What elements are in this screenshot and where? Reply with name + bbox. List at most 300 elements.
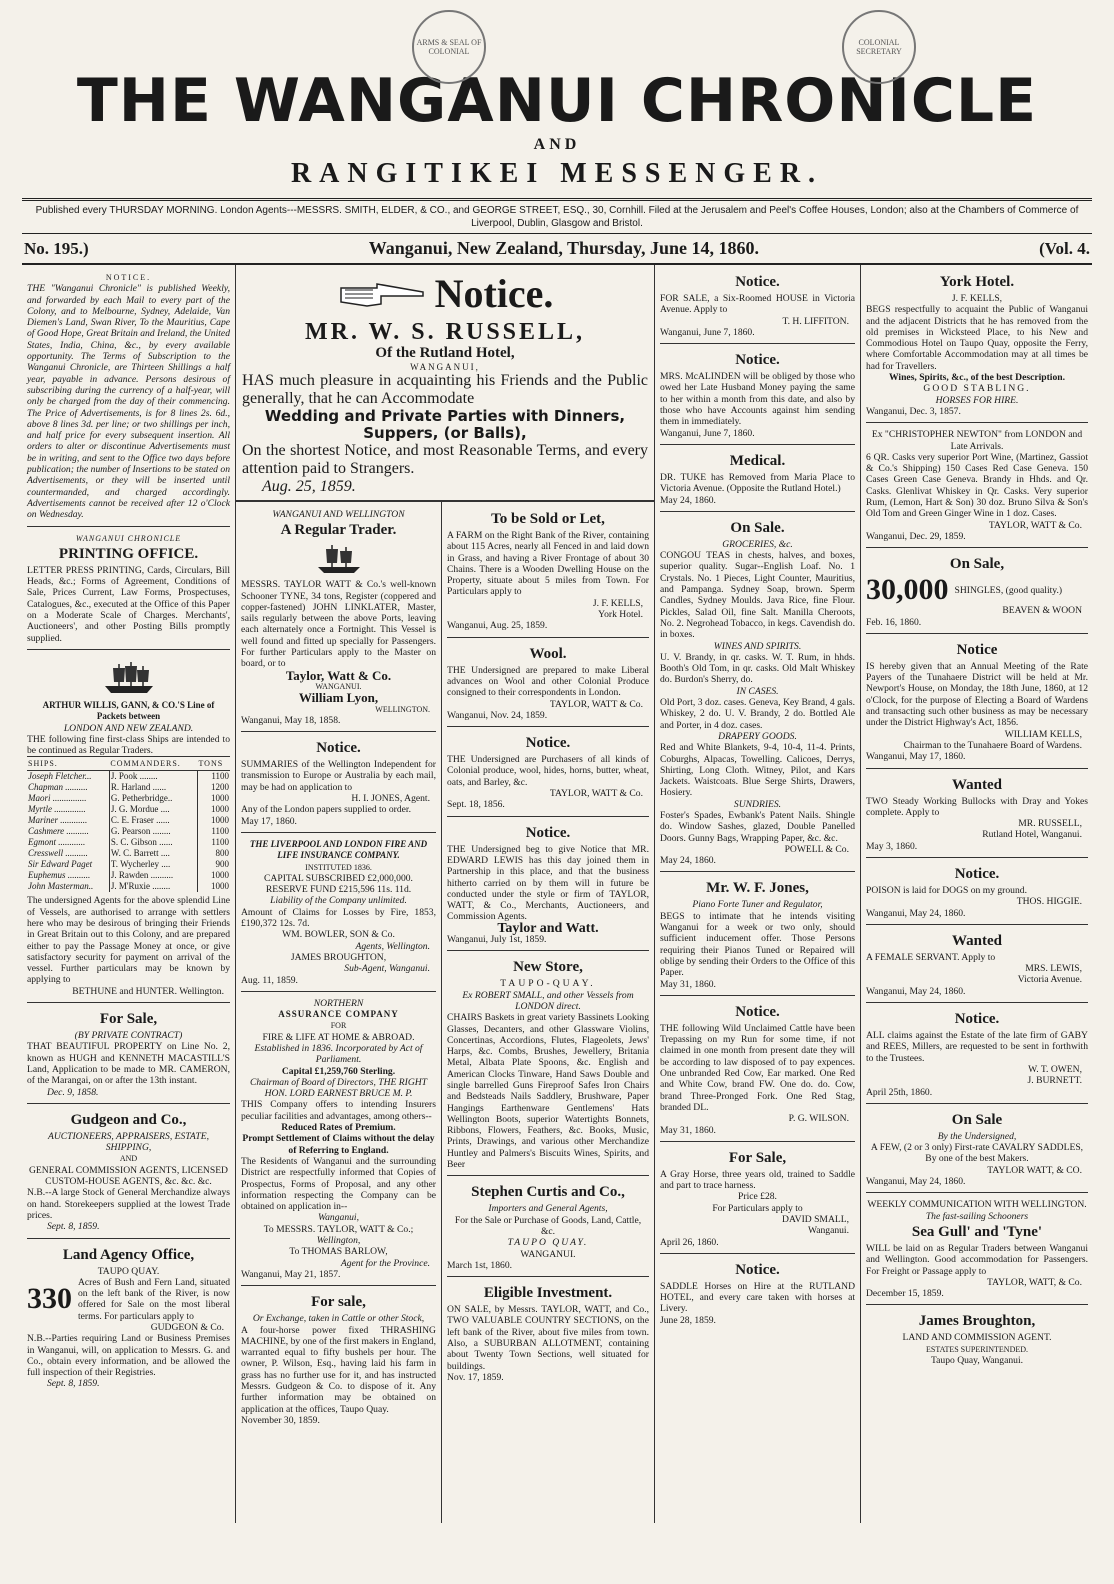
stephen-curtis-ad — [447, 1179, 649, 1277]
private-contract-body: THAT BEAUTIFUL PROPERTY on Line No. 2, known as HUGH and KENNETH MACASTILL'S Land, Application to be made to MR. CAMERON, of the Marangai, on or after the 13th instant. — [27, 1041, 230, 1087]
private-contract-ad — [27, 1006, 230, 1104]
column-5 — [861, 265, 1093, 1523]
land-agency-signature: GUDGEON & Co. — [150, 1322, 224, 1333]
commander-cell: G. Pearson ........ — [110, 826, 171, 837]
jb-sub: LAND AND COMMISSION AGENT. — [902, 1332, 1052, 1344]
purchasers-body: THE Undersigned are Purchasers of all kinds of Colonial produce, wool, hides, horns, butter, wheat, oats, and Barley, &c. — [447, 754, 649, 788]
packet-line-agents: The undersigned Agents for the above splendid Line of Vessels, are authorised to arrange with settlers here who may be desirous of bringing their Friends in Great Britain out to this Colony, and are prepared either to pay the Passage Money at once, or give satisfactory security for payment on arrival of the vessel. Further particulars may be known by applying to — [27, 895, 230, 986]
land-agency-sub: TAUPO QUAY. — [97, 1265, 160, 1277]
printing-office-ad — [27, 530, 230, 650]
gudgeon-and: AND — [119, 1154, 138, 1164]
os-groceries-heading: GROCERIES, &c. — [722, 538, 793, 550]
private-contract-heading: For Sale, — [99, 1011, 158, 1028]
wanted-body: TWO Steady Working Bullocks with Dray and Yokes complete. Apply to — [866, 795, 1088, 818]
nth-head2: ASSURANCE COMPANY — [278, 1009, 399, 1020]
column-3 — [442, 502, 654, 1523]
packet-line-route: LONDON AND NEW ZEALAND. — [63, 722, 194, 734]
ships-table-body — [27, 771, 230, 893]
weekly-body: WILL be laid on as Regular Traders between Wanganui and Wellington. Good accommodation for Passengers. For Freight or Passage apply to — [866, 1242, 1088, 1277]
jones-date: May 17, 1860. — [241, 815, 297, 827]
trader-sig2: William Lyon, — [298, 690, 379, 706]
column-1 — [22, 265, 236, 1523]
york-heading: York Hotel. — [939, 274, 1015, 290]
servant-body: A FEMALE SERVANT. Apply to — [866, 951, 996, 963]
tons-cell: 1000 — [197, 793, 230, 804]
eligible-investment-ad — [447, 1280, 649, 1388]
russell-name: MR. W. S. RUSSELL, — [304, 319, 586, 345]
volume-number: (Vol. 4. — [1039, 239, 1090, 258]
horse-signature2: Wanganui. — [807, 1225, 849, 1237]
horse-body: A Gray Horse, three years old, trained to Saddle and part to trace harness. — [660, 1168, 855, 1192]
os-sundries-heading: SUNDRIES. — [733, 798, 782, 810]
columns-2-3-lower — [236, 502, 654, 1523]
land-agency-nb: N.B.--Parties requiring Land or Business Premises in Wanganui, will, on application to Messrs. G. and Co., obtain every information, and be allowed the full inspection of their Registries. — [27, 1333, 230, 1379]
ins-liability: Liability of the Company unlimited. — [270, 895, 407, 907]
russell-hotel: Of the Rutland Hotel, — [375, 345, 515, 361]
trader-sig1b: WANGANUI. — [315, 681, 362, 691]
land-agency-number: 330 — [27, 1282, 72, 1316]
wf-body: BEGS to intimate that he intends visiting Wanganui for a week or two only, should sufficient inducement offer. Those Persons requiring their Pianos Tuned or Repaired will oblige by sending their Orders to the Office of this Paper. — [660, 910, 855, 979]
commander-cell: J. Rawden .......... — [110, 870, 174, 881]
newspaper-title: THE WANGANUI CHRONICLE — [76, 66, 1038, 136]
purchasers-heading: Notice. — [525, 735, 571, 752]
commander-cell: S. C. Gibson ...... — [110, 837, 173, 848]
cav-date: Wanganui, May 24, 1860. — [866, 1176, 966, 1188]
schooner-icon — [314, 543, 364, 575]
wanted-date: May 3, 1860. — [866, 840, 918, 852]
commander-cell: J. G. Mordue .... — [110, 804, 170, 815]
house-date: Wanganui, June 7, 1860. — [660, 326, 755, 338]
os-signature: POWELL & Co. — [784, 843, 849, 855]
tons-cell: 1100 — [197, 826, 230, 837]
store-ex: Ex ROBERT SMALL, and other Vessels from LONDON direct. — [462, 989, 634, 1012]
nth-est: Established in 1836. Incorporated by Act of Parliament. — [254, 1042, 423, 1066]
trader-sig1: Taylor, Watt & Co. — [285, 667, 392, 683]
saddle-heading: Notice. — [735, 1261, 780, 1278]
york-hotel-ad — [866, 269, 1088, 423]
farm-ad — [447, 506, 649, 638]
rate-signature2: Chairman to the Tunahaere Board of Wardens. — [903, 739, 1082, 751]
partnership-date: Wanganui, July 1st, 1859. — [447, 934, 547, 946]
commander-cell: G. Petherbridge.. — [110, 793, 173, 804]
tons-cell: 1200 — [197, 782, 230, 793]
trader-sig2b: WELLINGTON. — [375, 704, 430, 714]
ins-sig2b: Sub-Agent, Wanganui. — [344, 963, 430, 975]
columns-2-3 — [236, 265, 655, 1523]
nth-for: FOR — [330, 1021, 347, 1031]
column-4 — [655, 265, 861, 1523]
os-sundries-body: Foster's Spades, Ewbank's Patent Nails. Shingle do. Window Sashes, glazed, Double Panelled Doors. Gunny Bags, Wrapping Paper, &c. &c. — [660, 809, 855, 844]
nth-a2: Wellington, — [316, 1235, 361, 1247]
purchasers-signature: TAYLOR, WATT & Co. — [549, 788, 643, 800]
ship-name-cell: John Masterman.. — [27, 881, 109, 892]
cattle-body: THE following Wild Unclaimed Cattle have been Trepassing on my Run for some time, if not claimed in one month from present date they will be according to law disposed of to pay expences. One unbranded Red Cow, Ear marked. One Red and White Cow, brand FW. One do. do. Cow, brand Three-Pronged Fork. One Red Stag, branded DL. — [660, 1022, 855, 1113]
tons-cell: 1100 — [197, 837, 230, 848]
ins-instituted: INSTITUTED 1836. — [305, 862, 372, 872]
sc-date: March 1st, 1860. — [447, 1259, 513, 1271]
sc-body: For the Sale or Purchase of Goods, Land, Cattle, &c. — [454, 1214, 642, 1237]
russell-body2: On the shortest Notice, and most Reasonable Terms, and every attention paid to Strangers. — [242, 442, 648, 477]
gaby-rees-notice — [866, 1006, 1088, 1104]
nth-head: NORTHERN — [313, 997, 364, 1009]
nth-bold1: Reduced Rates of Premium. — [281, 1122, 396, 1134]
ships-table-row — [27, 815, 230, 826]
cattle-date: May 31, 1860. — [660, 1124, 716, 1136]
cav-sub: By the Undersigned, — [937, 1130, 1017, 1142]
commander-cell: R. Harland ...... — [110, 782, 167, 793]
partnership-notice — [447, 820, 649, 952]
os-heading: On Sale. — [730, 519, 785, 536]
farm-body: A FARM on the Right Bank of the River, containing about 115 Acres, nearly all Fenced in and laid down in Grass, and having a River Frontage of about 30 Chains. There is a Wooden Dwelling House on the Property, situate about 5 miles from Town. For Particulars apply to — [447, 530, 649, 598]
ships-table-row — [27, 793, 230, 804]
wanted-heading: Wanted — [951, 776, 1002, 793]
farm-heading: To be Sold or Let, — [491, 511, 605, 527]
poison-signature: THOS. HIGGIE. — [1016, 896, 1082, 908]
york-body: BEGS respectfully to acquaint the Public of Wanganui and the adjacent Districts that he has removed from the old premises in Wicksteed Place, to his New and Commodious Hotel on Taupo Quay, opposite the Ferry, where Comfortable Accommodation may at all times be had for Travellers. — [866, 304, 1088, 372]
land-agency-heading: Land Agency Office, — [62, 1246, 195, 1263]
gaby-heading: Notice. — [954, 1011, 1000, 1028]
york-hire: HORSES FOR HIRE. — [935, 394, 1019, 406]
nth-sub: FIRE & LIFE AT HOME & ABROAD. — [262, 1031, 415, 1043]
saddle-date: June 28, 1859. — [660, 1314, 716, 1326]
gudgeon-sub: AUCTIONEERS, APPRAISERS, ESTATE, SHIPPING, — [47, 1130, 210, 1154]
medical-date: May 24, 1860. — [660, 494, 716, 506]
gudgeon-body: N.B.--A large Stock of General Merchandize always on hand. Storekeepers supplied at the lowest Trade prices. — [27, 1187, 230, 1221]
servant-heading: Wanted — [951, 932, 1002, 949]
store-body: CHAIRS Baskets in great variety Bassinets Looking Glasses, Decanters, and other Glassware Violins, Concertinas, Accordions, Flutes, Flageolets, Jews' Harps, &c. Combs, Brushes, Jewellery, Britania Metal, Albata Plate Spoons, &c. English and American Clocks Tinware, Hand Saws Double and single barrelled Guns Fireproof Safes Iron Chairs and Bedsteads Nails Saddlery, Brushware, Paper Hangings Earthenware Gentlemens' Hats Wellington Boots, superior Watertights Bonnets, Ribbons, Flowers, Feathers, &c. Books, Music, Prints, Drawings, and various other Merchandize Huntley and Palmers's Biscuits Wines, Spirits, and Beer — [447, 1012, 649, 1171]
mcalinden-body: MRS. McALINDEN will be obliged by those who owed her Late Husband Money paying the same to her within a month from this date, and also by those who have Accounts against him sending them in immediately. — [660, 371, 855, 428]
rate-signature: WILLIAM KELLS, — [1004, 728, 1082, 740]
purchasers-notice — [447, 730, 649, 816]
wool-ad — [447, 641, 649, 727]
packet-line-heading: ARTHUR WILLIS, GANN, & CO.'S Line of Packets between — [42, 699, 215, 722]
land-agency-acres — [27, 1277, 230, 1322]
new-store-ad — [447, 954, 649, 1176]
shingles-body: SHINGLES, (good quality.) — [954, 584, 1063, 596]
farm-date: Wanganui, Aug. 25, 1859. — [447, 620, 548, 632]
terms-notice — [27, 269, 230, 527]
commander-cell: W. C. Barrett .... — [110, 848, 170, 859]
house-notice — [660, 269, 855, 344]
tons-col-header: TONS — [197, 757, 230, 771]
land-agency-date: Sept. 8, 1859. — [47, 1378, 100, 1390]
gaby-body: ALL claims against the Estate of the late firm of GABY and REES, Millers, are requested to be sent in forthwith to the Trustees. — [866, 1030, 1088, 1064]
ship-name-cell: Sir Edward Paget — [27, 859, 109, 870]
saddle-body: SADDLE Horses on Hire at the RUTLAND HOTEL, and every care taken with horses at Livery. — [660, 1280, 855, 1315]
shingles-number: 30,000 — [866, 573, 949, 607]
terms-body: THE "Wanganui Chronicle" is published Weekly, and forwarded by each Mail to every part of the Colony, and to Melbourne, Sydney, Adelaide, Van Diemen's Land, Swan River, To the Mauritius, Cape of Good Hope, Great Britain and Ireland, the United States, India, China, &c., by every available opportunity. The Terms of Subscription to the Wanganui Chronicle, are Thirteen Shillings a half year, payable in advance. Persons desirous of subscribing during the currency of a half-year, will only be charged from the day of their commencing. The Price of Advertisements, is for 8 lines 2s. 6d., above 8 lines 3d. per line; or two shillings per inch, and half price for every subsequent insertion. All orders to alter or discontinue Advertisements must be in writing, and sent to the Office two days before publication; the number of Insertions to be stated on Advertisements, or they will be inserted until countermanded, and charged accordingly. Advertisements cannot be received after 12 o'Clock on Wednesday. — [27, 283, 230, 521]
servant-date: Wanganui, May 24, 1860. — [866, 985, 966, 997]
colonial-seal-right-icon — [842, 10, 916, 84]
nth-a1: Wanganui, — [318, 1212, 359, 1224]
printing-sub: WANGANUI CHRONICLE — [75, 533, 182, 543]
saddle-horses-notice — [660, 1257, 855, 1331]
ship-name-cell: Cresswell .......... — [27, 848, 109, 859]
northern-assurance-ad — [241, 995, 436, 1286]
jones-signature: H. I. JONES, Agent. — [351, 793, 430, 805]
gudgeon-sub2: GENERAL COMMISSION AGENTS, LICENSED CUSTOM-HOUSE AGENTS, &c. &c. &c. — [29, 1164, 228, 1188]
york-name: J. F. KELLS, — [951, 293, 1003, 304]
os-wines-heading: WINES AND SPIRITS. — [713, 640, 802, 652]
trader-date: Wanganui, May 18, 1858. — [241, 714, 341, 726]
weekly-names: Sea Gull' and 'Tyne' — [911, 1223, 1043, 1240]
wf-date: May 31, 1860. — [660, 978, 716, 990]
rate-body: IS hereby given that an Annual Meeting of the Rate Payers of the Tunahaere District will be held at Mr. Newport's House, on Monday, the 18th June, 1860, at 12 o'Clock, for the purpose of Electing a Board of Wardens and transacting such other business as may be necessary under the District Highway's Act, 1856. — [866, 660, 1088, 729]
house-body: FOR SALE, a Six-Roomed HOUSE in Victoria Avenue. Apply to — [660, 293, 855, 316]
commander-cell: T. Wycherley .... — [110, 859, 171, 870]
ei-date: Nov. 17, 1859. — [447, 1371, 504, 1383]
cattle-heading: Notice. — [735, 1003, 780, 1020]
horse-signature: DAVID SMALL, — [782, 1214, 849, 1225]
russell-highlight: Wedding and Private Parties with Dinners, Suppers, (or Balls), — [264, 407, 626, 442]
publication-line: Published every THURSDAY MORNING. London Agents---MESSRS. SMITH, ELDER, & CO., and GEORGE STREET, ESQ., 30, Cornhill. Filed at the Jerusalem and Peel's Coffee Houses, London; also at the Chambers of Commerce of Liverpool, Dublin, Glasgow and Bristol. — [22, 198, 1092, 234]
nth-body: THIS Company offers to intending Insurers peculiar facilities and advantages, among others-- — [241, 1099, 436, 1122]
ship-name-cell: Joseph Fletcher... — [27, 771, 109, 783]
ei-body: ON SALE, by Messrs. TAYLOR, WATT, and Co., TWO VALUABLE COUNTRY SECTIONS, on the left bank of the River, about five miles from town. Also, a SUBURBAN ALLOTMENT, containing about Twenty Town Sections, well situated for buildings. — [447, 1304, 649, 1372]
horse-apply: For Particulars apply to — [712, 1202, 803, 1214]
poison-notice — [866, 861, 1088, 925]
wool-body: THE Undersigned are prepared to make Liberal advances on Wool and other Colonial Produce consigned to their correspondents in London. — [447, 664, 649, 699]
printing-heading: PRINTING OFFICE. — [58, 545, 199, 562]
jones-body: SUMMARIES of the Wellington Independent for transmission to Europe or Australia by each mail, may be had on application to — [241, 759, 436, 793]
seal-right-text: COLONIAL SECRETARY — [856, 38, 902, 56]
os-cases-body: Old Port, 3 doz. cases. Geneva, Key Brand, 4 gals. Whiskey, 2 do. U. V. Brandy, 2 do. Bottled Ale and Porter, in 4 doz. cases. — [660, 697, 855, 731]
fs-heading: For sale, — [311, 1294, 366, 1311]
ins-reserve: RESERVE FUND £215,596 11s. 11d. — [265, 884, 412, 896]
partnership-signature: Taylor and Watt. — [497, 920, 599, 936]
russell-notice-word: Notice. — [434, 271, 554, 316]
ei-heading: Eligible Investment. — [483, 1285, 613, 1302]
house-heading: Notice. — [735, 274, 780, 290]
tons-cell: 1000 — [197, 870, 230, 881]
farm-signature2: York Hotel. — [598, 609, 643, 621]
ins-claims: Amount of Claims for Losses by Fire, 1853, £190,372 12s. 7d. — [241, 906, 436, 930]
sc-place: TAUPO QUAY. — [507, 1237, 589, 1249]
gray-horse-ad — [660, 1145, 855, 1254]
poison-heading: Notice. — [954, 865, 1000, 882]
ship-name-cell: Egmont ............ — [27, 837, 109, 848]
ships-col-header: SHIPS. — [27, 757, 109, 771]
partnership-body: THE Undersigned beg to give Notice that MR. EDWARD LEWIS has this day joined them in Partnership in this place, and that the business hitherto carried on by them will in future be conducted under the style or firm of TAYLOR, WATT, & Co., Merchants, Auctioneers, and Commission Agents. — [447, 843, 649, 923]
york-stabling: GOOD STABLING. — [923, 383, 1031, 395]
rate-date: Wanganui, May 17, 1860. — [866, 751, 966, 763]
christopher-newton-ad — [866, 426, 1088, 548]
powell-on-sale-ad — [660, 515, 855, 873]
piano-tuner-ad — [660, 875, 855, 995]
ships-table-row — [27, 848, 230, 859]
private-contract-date: Dec. 9, 1858. — [47, 1086, 99, 1098]
column-2 — [236, 502, 442, 1523]
ships-table-row — [27, 771, 230, 783]
ships-table-row — [27, 826, 230, 837]
jones-heading: Notice. — [316, 740, 361, 757]
ship-name-cell: Myrtle .............. — [27, 804, 109, 815]
ships-table-row — [27, 804, 230, 815]
ships-table — [27, 756, 230, 892]
ships-table-row — [27, 782, 230, 793]
nth-a2b: To THOMAS BARLOW, — [289, 1246, 388, 1258]
cn-date: Wanganui, Dec. 29, 1859. — [866, 530, 966, 542]
cav-body: A FEW, (2 or 3 only) First-rate CAVALRY SADDLES, By one of the best Makers. — [870, 1142, 1084, 1165]
russell-body: HAS much pleasure in acquainting his Friends and the Public generally, that he can Accommodate — [242, 372, 648, 407]
gudgeon-ad — [27, 1107, 230, 1239]
trader-heading: A Regular Trader. — [280, 522, 397, 539]
rate-heading: Notice — [956, 641, 998, 658]
os-drapery-heading: DRAPERY GOODS. — [718, 730, 797, 742]
issue-date: Wanganui, New Zealand, Thursday, June 14, 1860. — [368, 238, 760, 258]
ship-name-cell: Cashmere .......... — [27, 826, 109, 837]
jones-notice — [241, 735, 436, 833]
servant-wanted-ad — [866, 928, 1088, 1003]
trader-body: MESSRS. TAYLOR WATT & Co.'s well-known Schooner TYNE, 34 tons, Register (coppered and copper-fastened) JOHN LINKLATER, Master, sails regularly between the above Ports, leaving each alternately once a Fortnight. This Vessel is well found and fitted up specially for Passengers. For further Particulars apply to the Master on board, or to — [241, 579, 436, 670]
weekly-sub: The fast-sailing Schooners — [925, 1210, 1029, 1222]
thrashing-machine-ad — [241, 1289, 436, 1431]
sc-place2: WANGANUI. — [520, 1248, 576, 1260]
os-groceries-body: CONGOU TEAS in chests, halves, and boxes, superior quality. Sugar--English Loaf. No. 1 Crystals. No. 1 Pieces, Light Counter, Mauritius, and Pampanga. Sydney Soap, brown. Sperm Candles, Sydney Moulds. Java Rice, fine Flour. Pickles, Salad Oil, fine Salt. Manilla Cheroots, No. 2. Negrohead Tobacco, in kegs. Cavendish do. in boxes. — [660, 550, 855, 641]
commander-cell: C. E. Fraser ...... — [110, 815, 170, 826]
cavalry-saddles-ad — [866, 1107, 1088, 1193]
masthead — [22, 38, 1092, 265]
newspaper-subtitle: RANGITIKEI MESSENGER. — [290, 158, 824, 189]
newspaper-page — [22, 8, 1092, 1578]
ships-table-header — [27, 757, 230, 771]
ins-heading: THE LIVERPOOL AND LONDON FIRE AND LIFE INSURANCE COMPANY. — [249, 838, 428, 861]
jb-place: Taupo Quay, Wanganui. — [930, 1355, 1024, 1366]
os-cases-heading: IN CASES. — [736, 685, 779, 697]
horse-price: Price £28. — [738, 1191, 777, 1203]
commanders-col-header: COMMANDERS. — [109, 757, 197, 771]
cav-heading: On Sale — [951, 1111, 1003, 1128]
shingles-signature: BEAVEN & WOON — [1002, 605, 1082, 617]
gudgeon-heading: Gudgeon and Co., — [70, 1111, 187, 1128]
wanted-signature2: Rutland Hotel, Wanganui. — [982, 829, 1082, 841]
jb-heading: James Broughton, — [918, 1313, 1036, 1330]
wool-date: Wanganui, Nov. 24, 1859. — [447, 709, 548, 721]
pointing-hand-icon — [337, 278, 427, 310]
mcalinden-notice — [660, 347, 855, 445]
printing-body: LETTER PRESS PRINTING, Cards, Circulars, Bill Heads, &c.; Forms of Agreement, Conditions of Sale, Prices Current, Law Forms, Prospectuses, Catalogues, &c., executed at the Office of this Paper on a Moderate Scale of Charges. Merchants', Auctioneers', and other Posting Bills promptly supplied. — [27, 564, 230, 644]
seal-left-text: ARMS & SEAL OF COLONIAL — [416, 38, 482, 56]
land-agency-body: Acres of Bush and Fern Land, situated on the left bank of the River, is now offered for Sale on the most liberal terms. For particulars apply to — [78, 1276, 230, 1322]
purchasers-date: Sept. 18, 1856. — [447, 799, 505, 811]
os-wines-body: U. V. Brandy, in qr. casks. W. T. Rum, in hhds. Booth's Old Tom, in qr. casks. Old Malt Whiskey do. Burdon's Sherry, do. — [660, 651, 855, 686]
russell-notice-banner — [242, 273, 648, 315]
terms-heading: NOTICE. — [105, 273, 152, 282]
horse-heading: For Sale, — [728, 1149, 787, 1166]
ships-table-row — [27, 837, 230, 848]
jb-sub2: ESTATES SUPERINTENDED. — [925, 1344, 1029, 1354]
store-heading: New Store, — [513, 959, 583, 976]
fs-sub: Or Exchange, taken in Cattle or other Stock, — [252, 1313, 425, 1325]
wanted-signature: MR. RUSSELL, — [1018, 818, 1082, 830]
trader-top: WANGANUI AND WELLINGTON — [272, 509, 405, 520]
ships-table-row — [27, 870, 230, 881]
fs-body: A four-horse power fixed THRASHING MACHINE, by one of the first makers in England, warranted equal to fifty bushels per hour. The owner, P. Wilson, Esq., having laid his farm in grass has no further use for it, and has instructed Messrs. Gudgeon & Co. to dispose of it. Any further information may be obtained on application at the offices, Taupo Quay. — [241, 1324, 436, 1415]
cn-signature: TAYLOR, WATT & Co. — [988, 519, 1082, 531]
ship-name-cell: Euphemus .......... — [27, 870, 109, 881]
colonial-seal-left-icon — [412, 10, 486, 84]
weekly-signature: TAYLOR, WATT, & Co. — [987, 1276, 1082, 1288]
shingles-date: Feb. 16, 1860. — [866, 616, 922, 628]
weekly-date: December 15, 1859. — [866, 1288, 944, 1300]
shingles-line — [866, 575, 1088, 605]
issue-number: No. 195.) — [24, 239, 89, 258]
cn-body: 6 QR. Casks very superior Port Wine, (Martinez, Gassiot & Co.'s Shipping) 150 Cases Red Case Geneva. 150 Cases Green Case Geneva. Brandy in Hhds. and Qr. Casks. Glenlivat Whiskey in Qr. Casks. Very superior Rum, (Lemon, Hart & Son) 30 doz. Bruno Silva & Son's Old Tom and Green Ginger Wine in 1 doz. Cases. — [866, 451, 1088, 520]
tons-cell: 1100 — [197, 771, 230, 783]
poison-date: Wanganui, May 24, 1860. — [866, 907, 966, 919]
wool-heading: Wool. — [529, 645, 567, 662]
mcalinden-heading: Notice. — [735, 352, 780, 369]
medical-notice — [660, 448, 855, 512]
ship-name-cell: Maori ............... — [27, 793, 109, 804]
gaby-date: April 25th, 1860. — [866, 1086, 933, 1098]
sc-heading: Stephen Curtis and Co., — [471, 1184, 625, 1201]
jones-body2: Any of the London papers supplied to order. — [241, 804, 411, 816]
york-date: Wanganui, Dec. 3, 1857. — [866, 405, 961, 417]
cattle-notice — [660, 999, 855, 1142]
servant-signature2: Victoria Avenue. — [1017, 974, 1082, 986]
nth-a2c: Agent for the Province. — [340, 1257, 430, 1269]
tons-cell: 1000 — [197, 881, 230, 892]
os-drapery-body: Red and White Blankets, 9-4, 10-4, 11-4. Prints, Coburghs, Alpacas, Towelling. Calicoes, Derrys, Shirting, Long Cloth. Witney, Pilot, and Kars Jackets. Waistcoats. Blue Serge Shirts, Drawers, Hosiery. — [660, 742, 855, 799]
weekly-communication-ad — [866, 1196, 1088, 1305]
russell-date: Aug. 25, 1859. — [262, 478, 356, 495]
liverpool-insurance-ad — [241, 836, 436, 992]
ship-name-cell: Chapman .......... — [27, 782, 109, 793]
gaby-signature2: J. BURNETT. — [1027, 1075, 1082, 1087]
wool-signature: TAYLOR, WATT & Co. — [549, 698, 643, 710]
russell-ad — [236, 265, 654, 502]
packet-line-intro: THE following fine first-class Ships are intended to be continued as Regular Traders. — [27, 733, 230, 757]
wf-sub: Piano Forte Tuner and Regulator, — [692, 899, 823, 911]
nth-chairman: Chairman of Board of Directors, THE RIGHT HON. LORD EARNEST BRUCE M. P. — [249, 1076, 428, 1100]
wf-heading: Mr. W. F. Jones, — [706, 880, 809, 897]
horse-date: April 26, 1860. — [660, 1236, 719, 1248]
columns — [22, 265, 1092, 1523]
fs-date: November 30, 1859. — [241, 1414, 320, 1426]
commander-cell: J. Pook ........ — [110, 771, 158, 782]
shingles-heading: On Sale, — [949, 556, 1005, 573]
cn-heading: Ex "CHRISTOPHER NEWTON" from LONDON and Late Arrivals. — [871, 429, 1083, 452]
york-wines: Wines, Spirits, &c., of the best Description. — [889, 372, 1065, 384]
bullocks-wanted-ad — [866, 772, 1088, 858]
tons-cell: 800 — [197, 848, 230, 859]
ships-table-row — [27, 881, 230, 892]
ship-name-cell: Mariner ............ — [27, 815, 109, 826]
ships-table-row — [27, 859, 230, 870]
nth-date: Wanganui, May 21, 1857. — [241, 1268, 341, 1280]
medical-body: DR. TUKE has Removed from Maria Place to Victoria Avenue. (Opposite the Rutland Hotel.) — [660, 471, 855, 495]
nth-bold2: Prompt Settlement of Claims without the delay of Referring to England. — [242, 1133, 435, 1156]
gudgeon-date: Sept. 8, 1859. — [47, 1221, 100, 1233]
farm-signature: J. F. KELLS, — [592, 597, 643, 609]
private-contract-sub: (BY PRIVATE CONTRACT) — [74, 1030, 183, 1042]
title-and: AND — [533, 136, 581, 153]
tons-cell: 1000 — [197, 815, 230, 826]
sc-sub: Importers and General Agents, — [488, 1203, 608, 1215]
servant-signature: MRS. LEWIS, — [1025, 963, 1082, 975]
tons-cell: 900 — [197, 859, 230, 870]
dateline — [22, 234, 1092, 265]
partnership-heading: Notice. — [525, 824, 571, 841]
ins-sig1: WM. BOWLER, SON & Co. — [282, 929, 395, 941]
shingles-ad — [866, 551, 1088, 634]
nth-body2: The Residents of Wanganui and the surrounding District are respectfully informed that Copies of Prospectus, Forms of Proposal, and any other information respecting the Company can be obtained on application in-- — [241, 1155, 436, 1213]
commander-cell: J. M'Ruxie ........ — [110, 881, 171, 892]
store-sub: TAUPO-QUAY. — [500, 978, 596, 990]
ratepayers-notice — [866, 637, 1088, 769]
ins-sig1b: Agents, Wellington. — [355, 940, 430, 952]
